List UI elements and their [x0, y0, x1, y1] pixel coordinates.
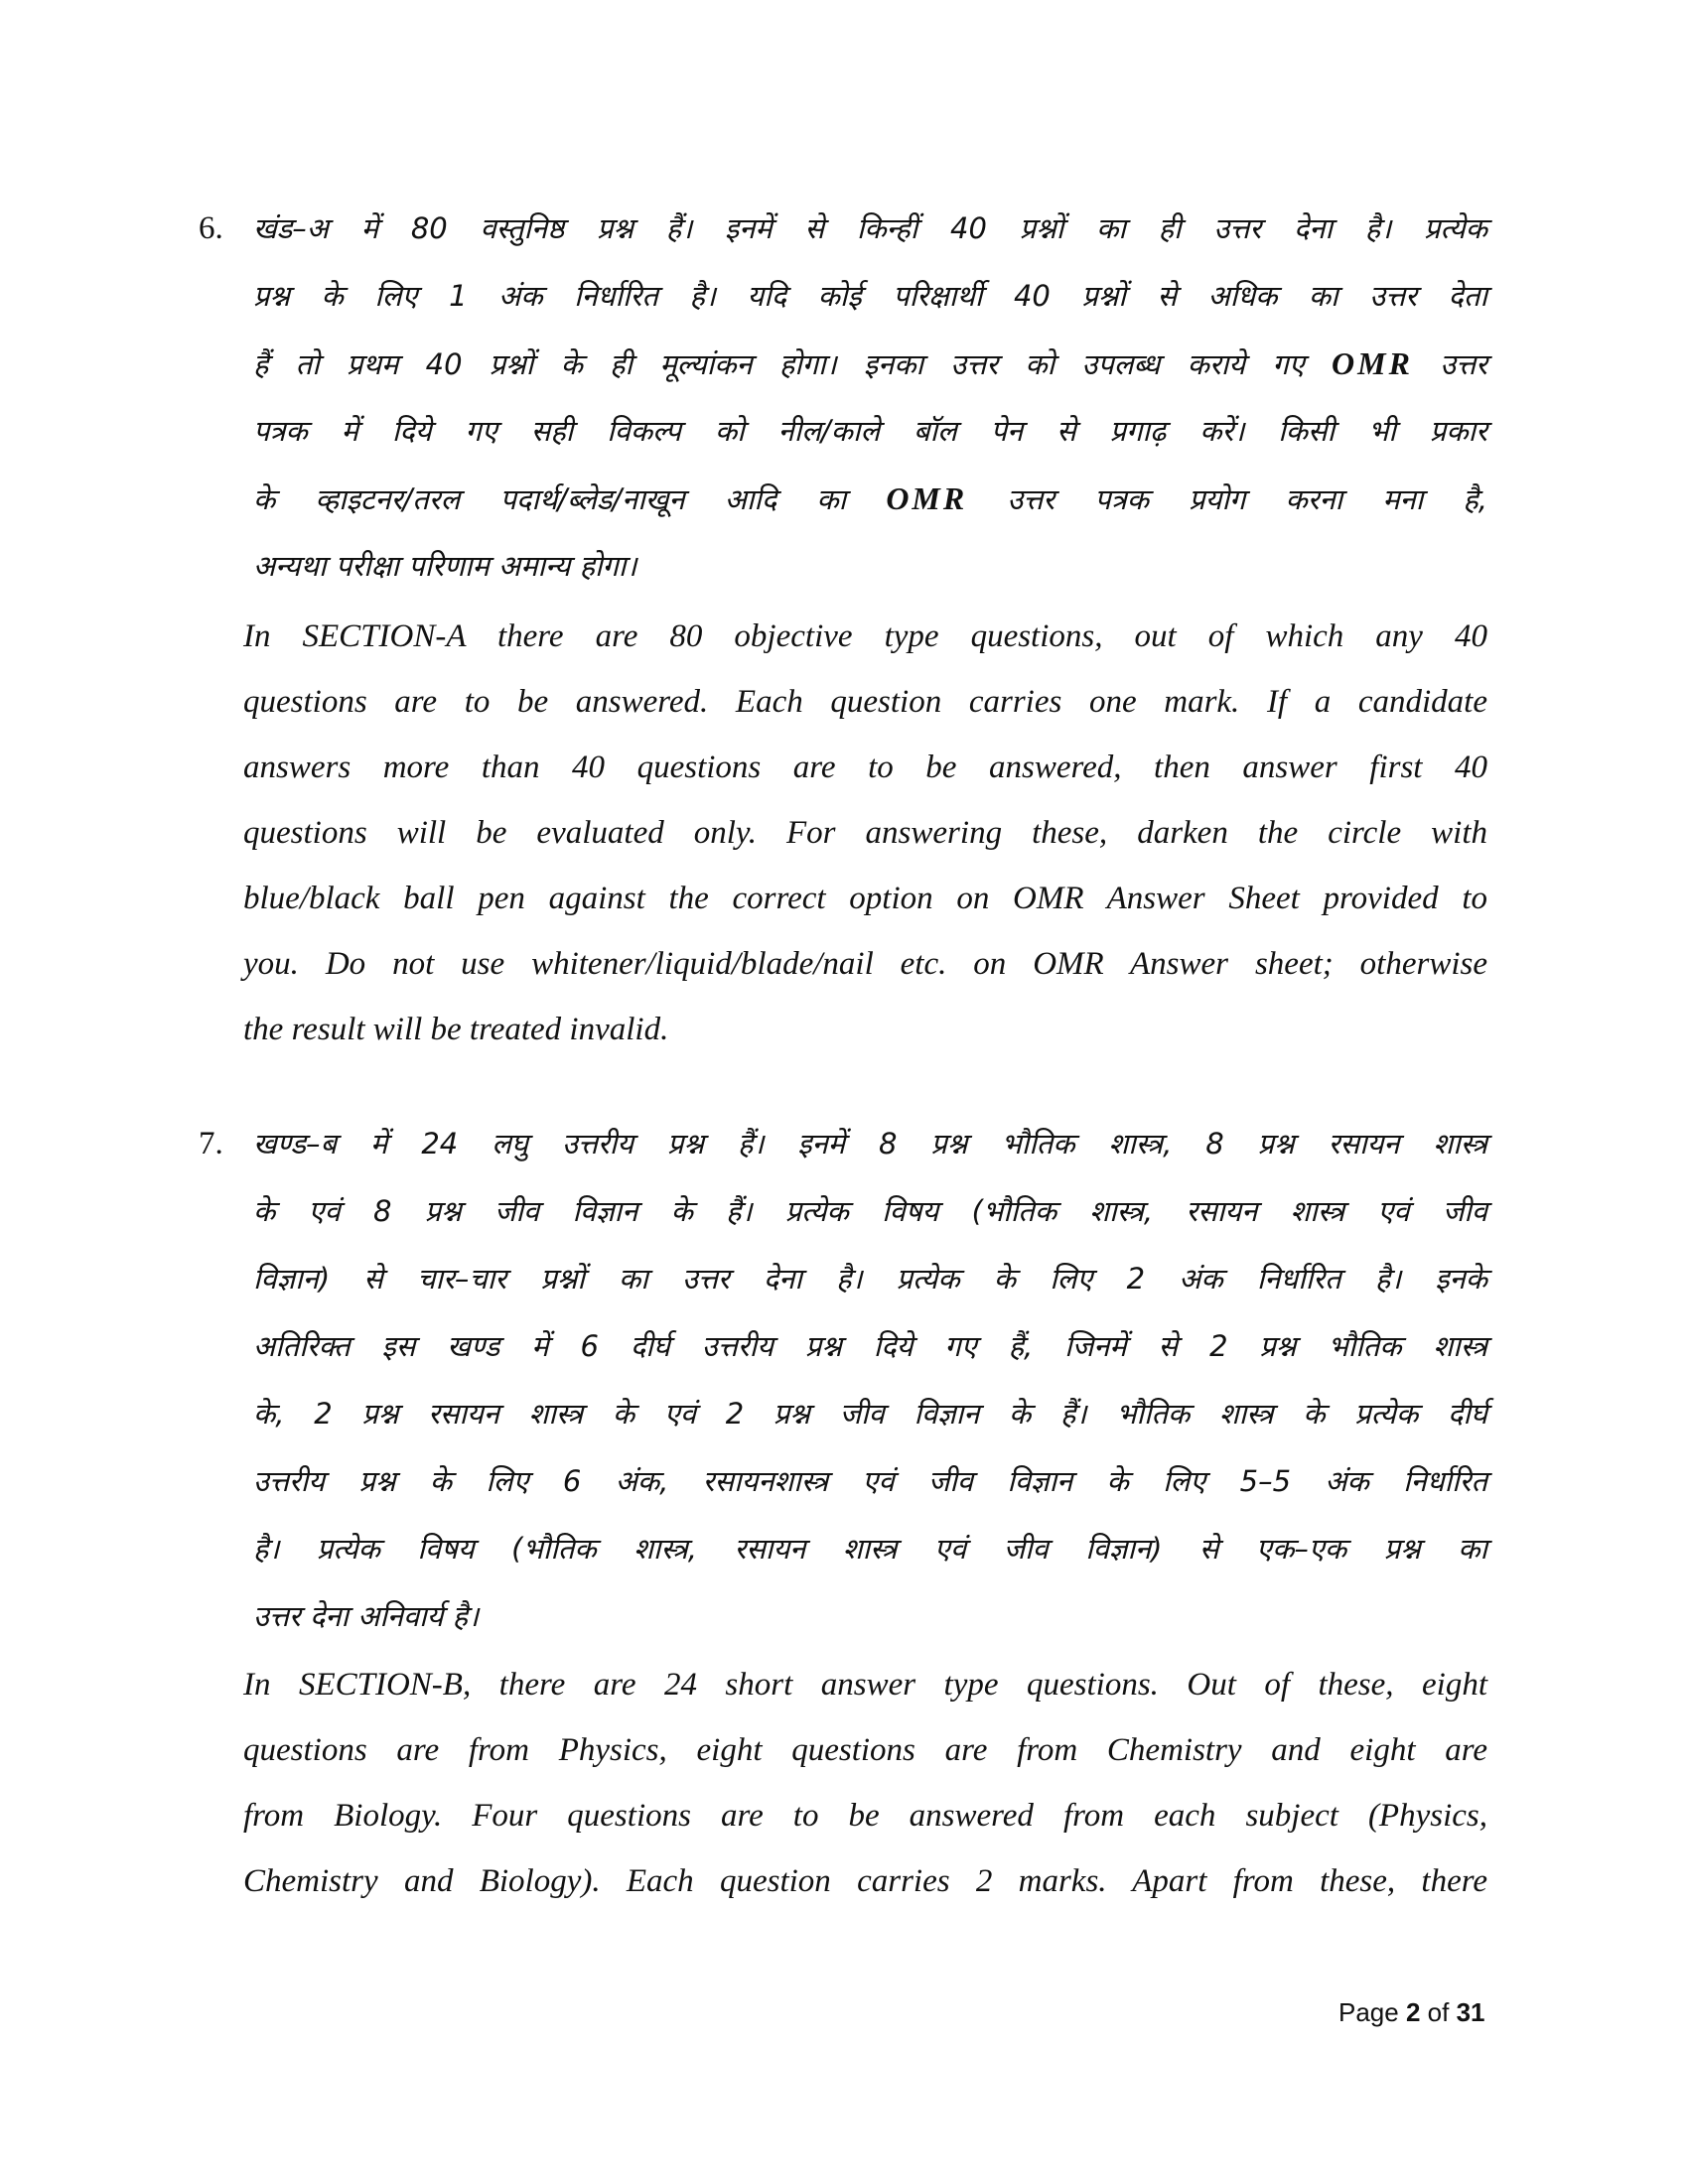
- omr-abbrev: OMR: [886, 480, 968, 516]
- omr-abbrev: OMR: [1332, 345, 1413, 381]
- english-line: you. Do not use whitener/liquid/blade/nail etc. on OMR Answer sheet; otherwise: [243, 946, 1487, 982]
- english-instruction-text: [243, 604, 1487, 1062]
- of-label: of: [1427, 1997, 1450, 2027]
- item-number: 7.: [199, 1126, 223, 1161]
- hindi-instruction-text: [253, 195, 1487, 600]
- hindi-line: [253, 465, 1487, 532]
- hindi-line-text: उत्तर पत्रक प्रयोग करना मना है,: [1007, 482, 1488, 516]
- hindi-line: उत्तरीय प्रश्न के लिए 6 अंक, रसायनशास्त्र एवं जीव विज्ञान के लिए 5–5 अंक निर्धारित: [253, 1464, 1487, 1498]
- english-line: from Biology. Four questions are to be answered from each subject (Physics,: [243, 1798, 1487, 1834]
- hindi-line: पत्रक में दिये गए सही विकल्प को नील/काले बॉल पेन से प्रगाढ़ करें। किसी भी प्रकार: [253, 414, 1487, 448]
- page-footer: [1338, 1997, 1485, 2028]
- total-pages-number: 31: [1456, 1997, 1485, 2027]
- hindi-line: खंड–अ में 80 वस्तुनिष्ठ प्रश्न हैं। इनमें से किन्हीं 40 प्रश्नों का ही उत्तर देना है। प्रत्येक: [253, 211, 1487, 245]
- hindi-instruction-text: [253, 1110, 1487, 1650]
- english-instruction-text: [243, 1652, 1487, 1914]
- hindi-line: उत्तर देना अनिवार्य है।: [253, 1599, 480, 1633]
- hindi-line: [253, 330, 1487, 397]
- hindi-line: है। प्रत्येक विषय (भौतिक शास्त्र, रसायन शास्त्र एवं जीव विज्ञान) से एक–एक प्रश्न का: [253, 1532, 1487, 1566]
- hindi-line-text: के व्हाइटनर/तरल पदार्थ/ब्लेड/नाखून आदि का: [253, 482, 847, 516]
- hindi-line: अतिरिक्त इस खण्ड में 6 दीर्घ उत्तरीय प्रश्न दिये गए हैं, जिनमें से 2 प्रश्न भौतिक शास्त्र: [253, 1329, 1487, 1363]
- english-line: In SECTION-A there are 80 objective type questions, out of which any 40: [243, 618, 1487, 654]
- english-line: questions will be evaluated only. For answering these, darken the circle with: [243, 815, 1487, 851]
- hindi-line: विज्ञान) से चार–चार प्रश्नों का उत्तर देना है। प्रत्येक के लिए 2 अंक निर्धारित है। इनके: [253, 1262, 1487, 1296]
- current-page-number: 2: [1405, 1997, 1421, 2027]
- english-line: answers more than 40 questions are to be answered, then answer first 40: [243, 750, 1487, 785]
- hindi-line-text: हैं तो प्रथम 40 प्रश्नों के ही मूल्यांकन होगा। इनका उत्तर को उपलब्ध कराये गए: [253, 347, 1305, 381]
- english-line: In SECTION-B, there are 24 short answer type questions. Out of these, eight: [243, 1667, 1487, 1703]
- hindi-line: अन्यथा परीक्षा परिणाम अमान्य होगा।: [253, 549, 637, 583]
- english-line: questions are from Physics, eight questions are from Chemistry and eight are: [243, 1732, 1487, 1768]
- page-label: Page: [1338, 1997, 1399, 2027]
- hindi-line: प्रश्न के लिए 1 अंक निर्धारित है। यदि कोई परिक्षार्थी 40 प्रश्नों से अधिक का उत्तर देता: [253, 279, 1487, 313]
- hindi-line: के एवं 8 प्रश्न जीव विज्ञान के हैं। प्रत्येक विषय (भौतिक शास्त्र, रसायन शास्त्र एवं जीव: [253, 1194, 1487, 1228]
- item-number: 6.: [199, 210, 223, 246]
- hindi-line: के, 2 प्रश्न रसायन शास्त्र के एवं 2 प्रश्न जीव विज्ञान के हैं। भौतिक शास्त्र के प्रत्येक दीर्घ: [253, 1397, 1487, 1431]
- english-line: Chemistry and Biology). Each question carries 2 marks. Apart from these, there: [243, 1863, 1487, 1899]
- english-line: blue/black ball pen against the correct option on OMR Answer Sheet provided to: [243, 881, 1487, 916]
- english-line: questions are to be answered. Each question carries one mark. If a candidate: [243, 684, 1487, 720]
- hindi-line-text: उत्तर: [1440, 347, 1488, 381]
- hindi-line: खण्ड–ब में 24 लघु उत्तरीय प्रश्न हैं। इनमें 8 प्रश्न भौतिक शास्त्र, 8 प्रश्न रसायन शास्त्र: [253, 1127, 1487, 1160]
- english-line: the result will be treated invalid.: [243, 1012, 669, 1047]
